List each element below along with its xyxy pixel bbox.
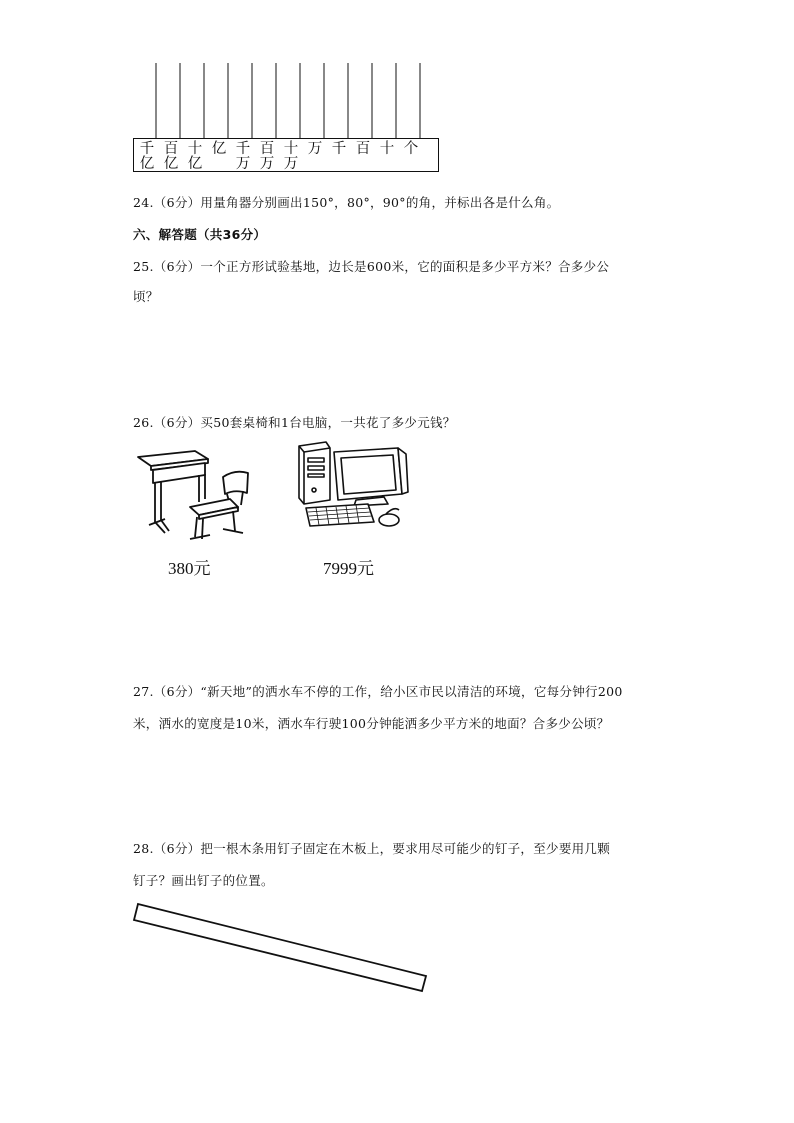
place-value-column bbox=[256, 142, 278, 172]
question-28-line2: 钉子？画出钉子的位置。 bbox=[133, 873, 274, 888]
place-value-column bbox=[352, 142, 374, 157]
place-value-unit: 亿 bbox=[163, 156, 179, 172]
place-value-column bbox=[136, 142, 158, 172]
place-value-label: 十 bbox=[283, 141, 299, 157]
place-value-column bbox=[184, 142, 206, 172]
place-value-unit: 亿 bbox=[139, 156, 155, 172]
desk-chair-icon bbox=[135, 447, 255, 542]
place-value-unit: 万 bbox=[283, 156, 299, 172]
place-value-column bbox=[400, 142, 422, 157]
place-value-label: 万 bbox=[307, 141, 323, 157]
place-value-column bbox=[376, 142, 398, 157]
place-value-label: 亿 bbox=[211, 141, 227, 157]
question-27-line1: 27.（6分）“新天地”的洒水车不停的工作，给小区市民以清洁的环境，它每分钟行200 bbox=[133, 684, 623, 699]
question-28-line1: 28.（6分）把一根木条用钉子固定在木板上，要求用尽可能少的钉子，至少要用几颗 bbox=[133, 841, 611, 856]
question-24: 24.（6分）用量角器分别画出150°，80°，90°的角，并标出各是什么角。 bbox=[133, 195, 560, 210]
place-value-label: 百 bbox=[163, 141, 179, 157]
place-value-column bbox=[208, 142, 230, 157]
place-value-label: 百 bbox=[355, 141, 371, 157]
desk-price: 380元 bbox=[168, 559, 211, 578]
place-value-lines bbox=[133, 60, 443, 140]
question-25-line1: 25.（6分）一个正方形试验基地，边长是600米，它的面积是多少平方米？合多少公 bbox=[133, 259, 610, 274]
place-value-column bbox=[328, 142, 350, 157]
section-6-heading: 六、解答题（共36分） bbox=[133, 227, 267, 242]
place-value-unit: 亿 bbox=[187, 156, 203, 172]
place-value-column bbox=[160, 142, 182, 172]
question-27-line2: 米，洒水的宽度是10米，洒水车行驶100分钟能洒多少平方米的地面？合多少公顷？ bbox=[133, 716, 610, 731]
place-value-unit: 万 bbox=[235, 156, 251, 172]
place-value-unit: 万 bbox=[259, 156, 275, 172]
place-value-label: 千 bbox=[139, 141, 155, 157]
place-value-label: 千 bbox=[235, 141, 251, 157]
place-value-label: 十 bbox=[187, 141, 203, 157]
place-value-column bbox=[232, 142, 254, 172]
place-value-label: 个 bbox=[403, 141, 419, 157]
place-value-label: 百 bbox=[259, 141, 275, 157]
place-value-label: 千 bbox=[331, 141, 347, 157]
question-26: 26.（6分）买50套桌椅和1台电脑，一共花了多少元钱？ bbox=[133, 415, 456, 430]
computer-price: 7999元 bbox=[323, 559, 374, 578]
place-value-table bbox=[133, 138, 439, 172]
place-value-column bbox=[304, 142, 326, 157]
wooden-stick-icon bbox=[130, 898, 435, 998]
question-25-line2: 顷？ bbox=[133, 289, 159, 304]
place-value-column bbox=[280, 142, 302, 172]
place-value-label: 十 bbox=[379, 141, 395, 157]
desktop-computer-icon bbox=[296, 440, 411, 535]
